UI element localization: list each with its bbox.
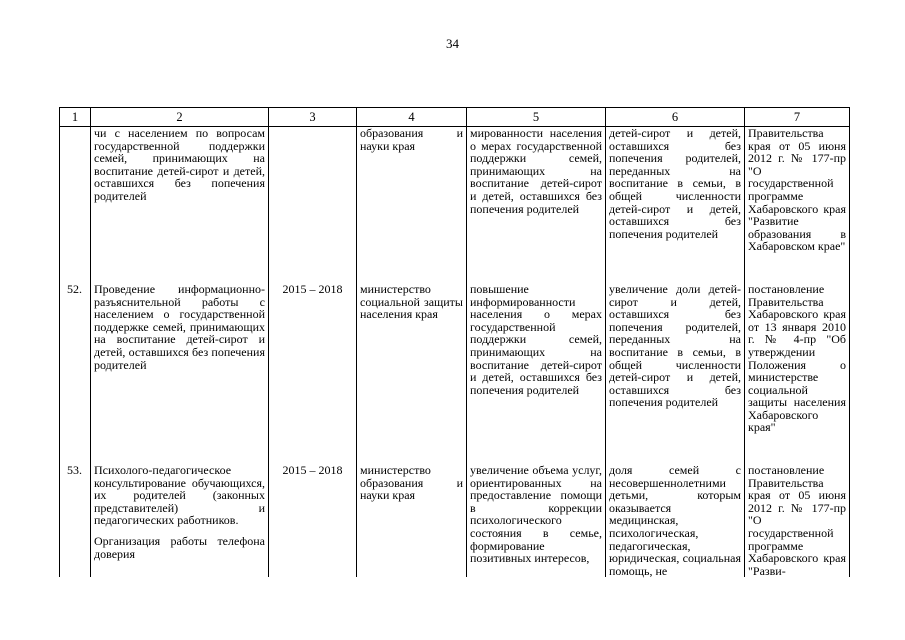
event-cell (91, 127, 269, 253)
event-cell (91, 464, 269, 577)
period-cell: 2015 – 2018 (269, 283, 357, 434)
indicator-cell: детей-сирот и детей, оставшихся без попечения родителей, переданных на воспитание в семьи, в общей численности детей-сирот и детей, оставшихся без попечения родителей (606, 127, 745, 253)
indicator-cell: увеличение доли детей-сирот и детей, оставшихся без попечения родителей, переданных на воспитание в семьи, в общей численности детей-сирот и детей, оставшихся без попечения родителей (606, 283, 745, 434)
header-row (60, 108, 850, 127)
column-header: 1 (60, 108, 91, 127)
basis-cell: Правительства края от 05 июня 2012 г. № 177-пр "О государственной программе Хабаровского края "Развитие образования в Хабаровском крае" (745, 127, 850, 253)
row-number: 52. (60, 283, 91, 434)
row-number: 53. (60, 464, 91, 577)
executor-cell: образования и науки края (357, 127, 467, 253)
event-text: Проведение информационно-разъяснительной работы с населением о государственной поддержке семей, принимающих на воспитание детей-сирот и детей, оставшихся без попечения родителей (94, 281, 265, 372)
result-cell: увеличение объема услуг, ориентированных на предоставление помощи в коррекции психологического состояния в семье, формирование позитивных интересов, (467, 464, 606, 577)
column-header: 7 (745, 108, 850, 127)
column-header: 5 (467, 108, 606, 127)
event-extra-text: Организация работы телефона доверия (94, 534, 265, 561)
result-cell: повышение информированности населения о мерах государственной поддержки семей, принимающих на воспитание детей-сирот и детей, оставшихся без попечения родителей (467, 283, 606, 434)
column-header: 2 (91, 108, 269, 127)
executor-cell: министерство образования и науки края (357, 464, 467, 577)
table-row (60, 127, 850, 253)
basis-cell: постановление Правительства края от 05 июня 2012 г. № 177-пр "О государственной программе Хабаровского края "Разви- (745, 464, 850, 577)
measures-table (59, 107, 850, 577)
event-text: чи с населением по вопросам государственной поддержки семей, принимающих на воспитание детей-сирот и детей, оставшихся без попечения родителей (94, 126, 265, 203)
column-header: 3 (269, 108, 357, 127)
table-row (60, 283, 850, 434)
event-text: Психолого-педагогическое консультирование обучающихся, их родителей (законных представителей) и педагогических работников. (94, 463, 265, 528)
row-number (60, 127, 91, 253)
basis-cell: постановление Правительства Хабаровского края от 13 января 2010 г. № 4-пр "Об утверждении Положения о министерстве социальной защиты населения Хабаровского края" (745, 283, 850, 434)
executor-cell: министерство социальной защиты населения края (357, 283, 467, 434)
event-cell (91, 283, 269, 434)
indicator-cell: доля семей с несовершеннолетними детьми, которым оказывается медицинская, психологическая, педагогическая, юридическая, социальная помощь, не (606, 464, 745, 577)
page-number: 34 (446, 36, 459, 51)
table-row (60, 464, 850, 577)
period-cell (269, 127, 357, 253)
period-cell: 2015 – 2018 (269, 464, 357, 577)
column-header: 6 (606, 108, 745, 127)
column-header: 4 (357, 108, 467, 127)
result-cell: мированности населения о мерах государственной поддержки семей, принимающих на воспитание детей-сирот и детей, оставшихся без попечения родителей (467, 127, 606, 253)
